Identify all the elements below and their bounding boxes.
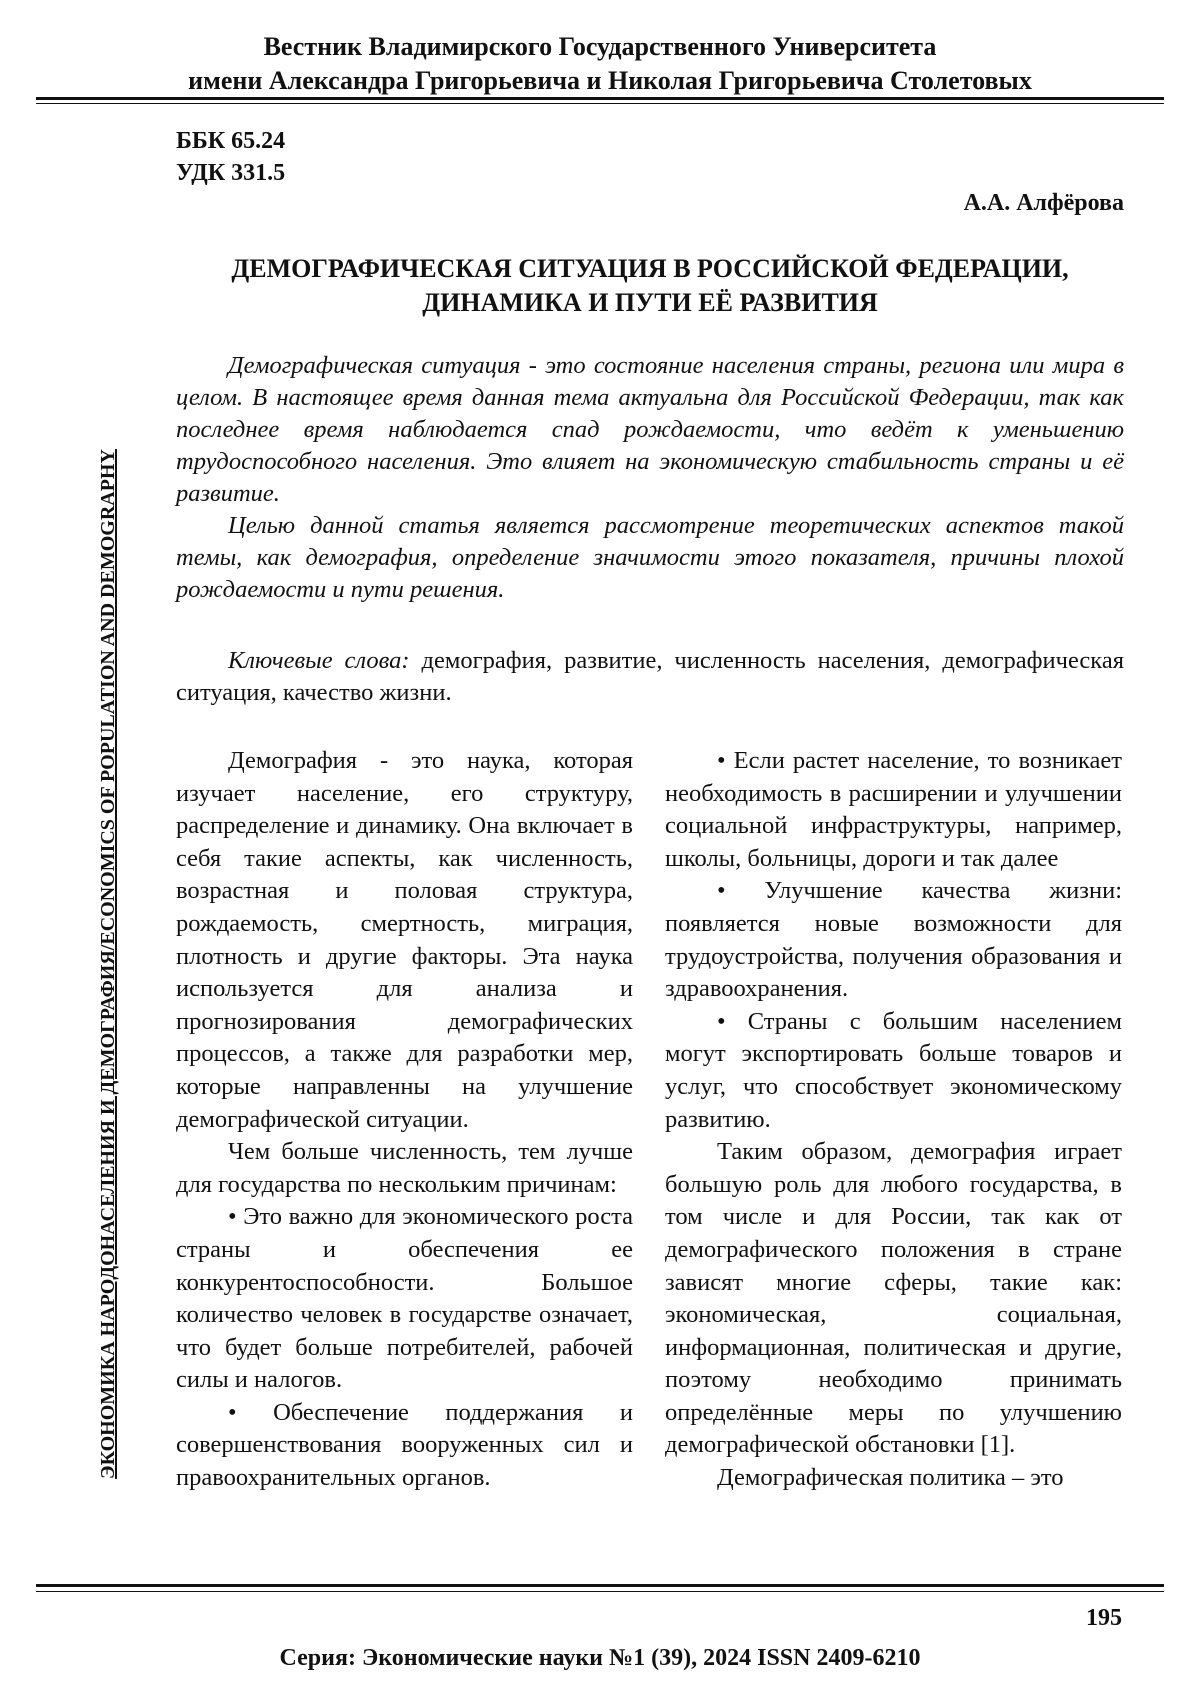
bullet-item: • Это важно для экономического роста страны и обеспечения ее конкурентоспособности. Большое количество человек в государстве означает, что будет больше потребителей, рабочей силы и налогов. (176, 1201, 633, 1397)
journal-name-line2: имени Александра Григорьевича и Николая Григорьевича Столетовых (188, 66, 1032, 95)
footer-rule-thick (36, 1584, 1164, 1587)
bullet-item: • Страны с большим населением могут экспортировать больше товаров и услуг, что способствует экономическому развитию. (665, 1006, 1122, 1136)
body-paragraph: Демографическая политика – это (717, 1464, 1064, 1492)
article-title-line1: ДЕМОГРАФИЧЕСКАЯ СИТУАЦИЯ В РОССИЙСКОЙ ФЕДЕРАЦИИ, (231, 254, 1069, 283)
keywords (176, 645, 1124, 709)
journal-series: Серия: Экономические науки №1 (39), 2024 ISSN 2409-6210 (279, 1645, 921, 1671)
footer-rule-thin (36, 1591, 1164, 1592)
journal-name-line1: Вестник Владимирского Государственного Университета (263, 32, 937, 61)
body-paragraph: Таким образом, демография играет большую роль для любого государства, в том числе и для России, так как от демографического положения в стране зависят многие сферы, такие как: экономическая, социальная, информационная, политическая и другие, поэтому необходимо принимать определённые меры по улучшению демографической обстановки [1]. (665, 1138, 1122, 1459)
bullet-item: • Обеспечение поддержания и совершенствования вооруженных сил и правоохранительных органов. (176, 1397, 633, 1495)
body-paragraph: Демография - это наука, которая изучает население, его структуру, распределение и динамику. Она включает в себя такие аспекты, как численность, возрастная и половая структура, рождаемость, смертность, миграция, плотность и другие факторы. Эта наука используется для анализа и прогнозирования демографических процессов, а также для разработки мер, которые направленны на улучшение демографической ситуации. (176, 747, 633, 1133)
body-paragraph: Чем больше численность, тем лучше для государства по нескольким причинам: (176, 1138, 633, 1198)
journal-header (40, 30, 1160, 98)
header-rule-thick (36, 97, 1164, 100)
keywords-text: демография, развитие, численность населения, демографическая ситуация, качество жизни. (176, 647, 1124, 706)
page-number: 195 (1086, 1605, 1122, 1631)
header-rule-thin (36, 103, 1164, 104)
article-title-line2: ДИНАМИКА И ПУТИ ЕЁ РАЗВИТИЯ (422, 288, 878, 317)
abstract-paragraph: Целью данной статья является рассмотрение теоретических аспектов такой темы, как демография, определение значимости этого показателя, причины плохой рождаемости и пути решения. (176, 512, 1124, 603)
body-column-right (665, 745, 1122, 1495)
abstract-paragraph: Демографическая ситуация - это состояние населения страны, региона или мира в целом. В настоящее время данная тема актуальна для Российской Федерации, так как последнее время наблюдается спад рождаемости, что ведёт к уменьшению трудоспособного населения. Это влияет на экономическую стабильность страны и её развитие. (176, 352, 1124, 507)
body-column-left (176, 745, 633, 1495)
abstract (176, 350, 1124, 606)
bullet-item: • Если растет население, то возникает необходимость в расширении и улучшении социальной инфраструктуры, например, школы, больницы, дороги и так далее (665, 745, 1122, 875)
author-name: А.А. Алфёрова (963, 190, 1124, 216)
bbk-code: ББК 65.24 (176, 128, 286, 154)
bullet-item: • Улучшение качества жизни: появляется новые возможности для трудоустройства, получения образования и здравоохранения. (665, 875, 1122, 1005)
keywords-label: Ключевые слова: (228, 647, 410, 674)
classification-codes (176, 125, 285, 189)
article-title (176, 252, 1124, 320)
udk-code: УДК 331.5 (176, 160, 286, 186)
section-side-label: ЭКОНОМИКА НАРОДОНАСЕЛЕНИЯ И ДЕМОГРАФИЯ/ECONOMICS OF POPULATION AND DEMOGRAPHY (97, 449, 119, 1479)
